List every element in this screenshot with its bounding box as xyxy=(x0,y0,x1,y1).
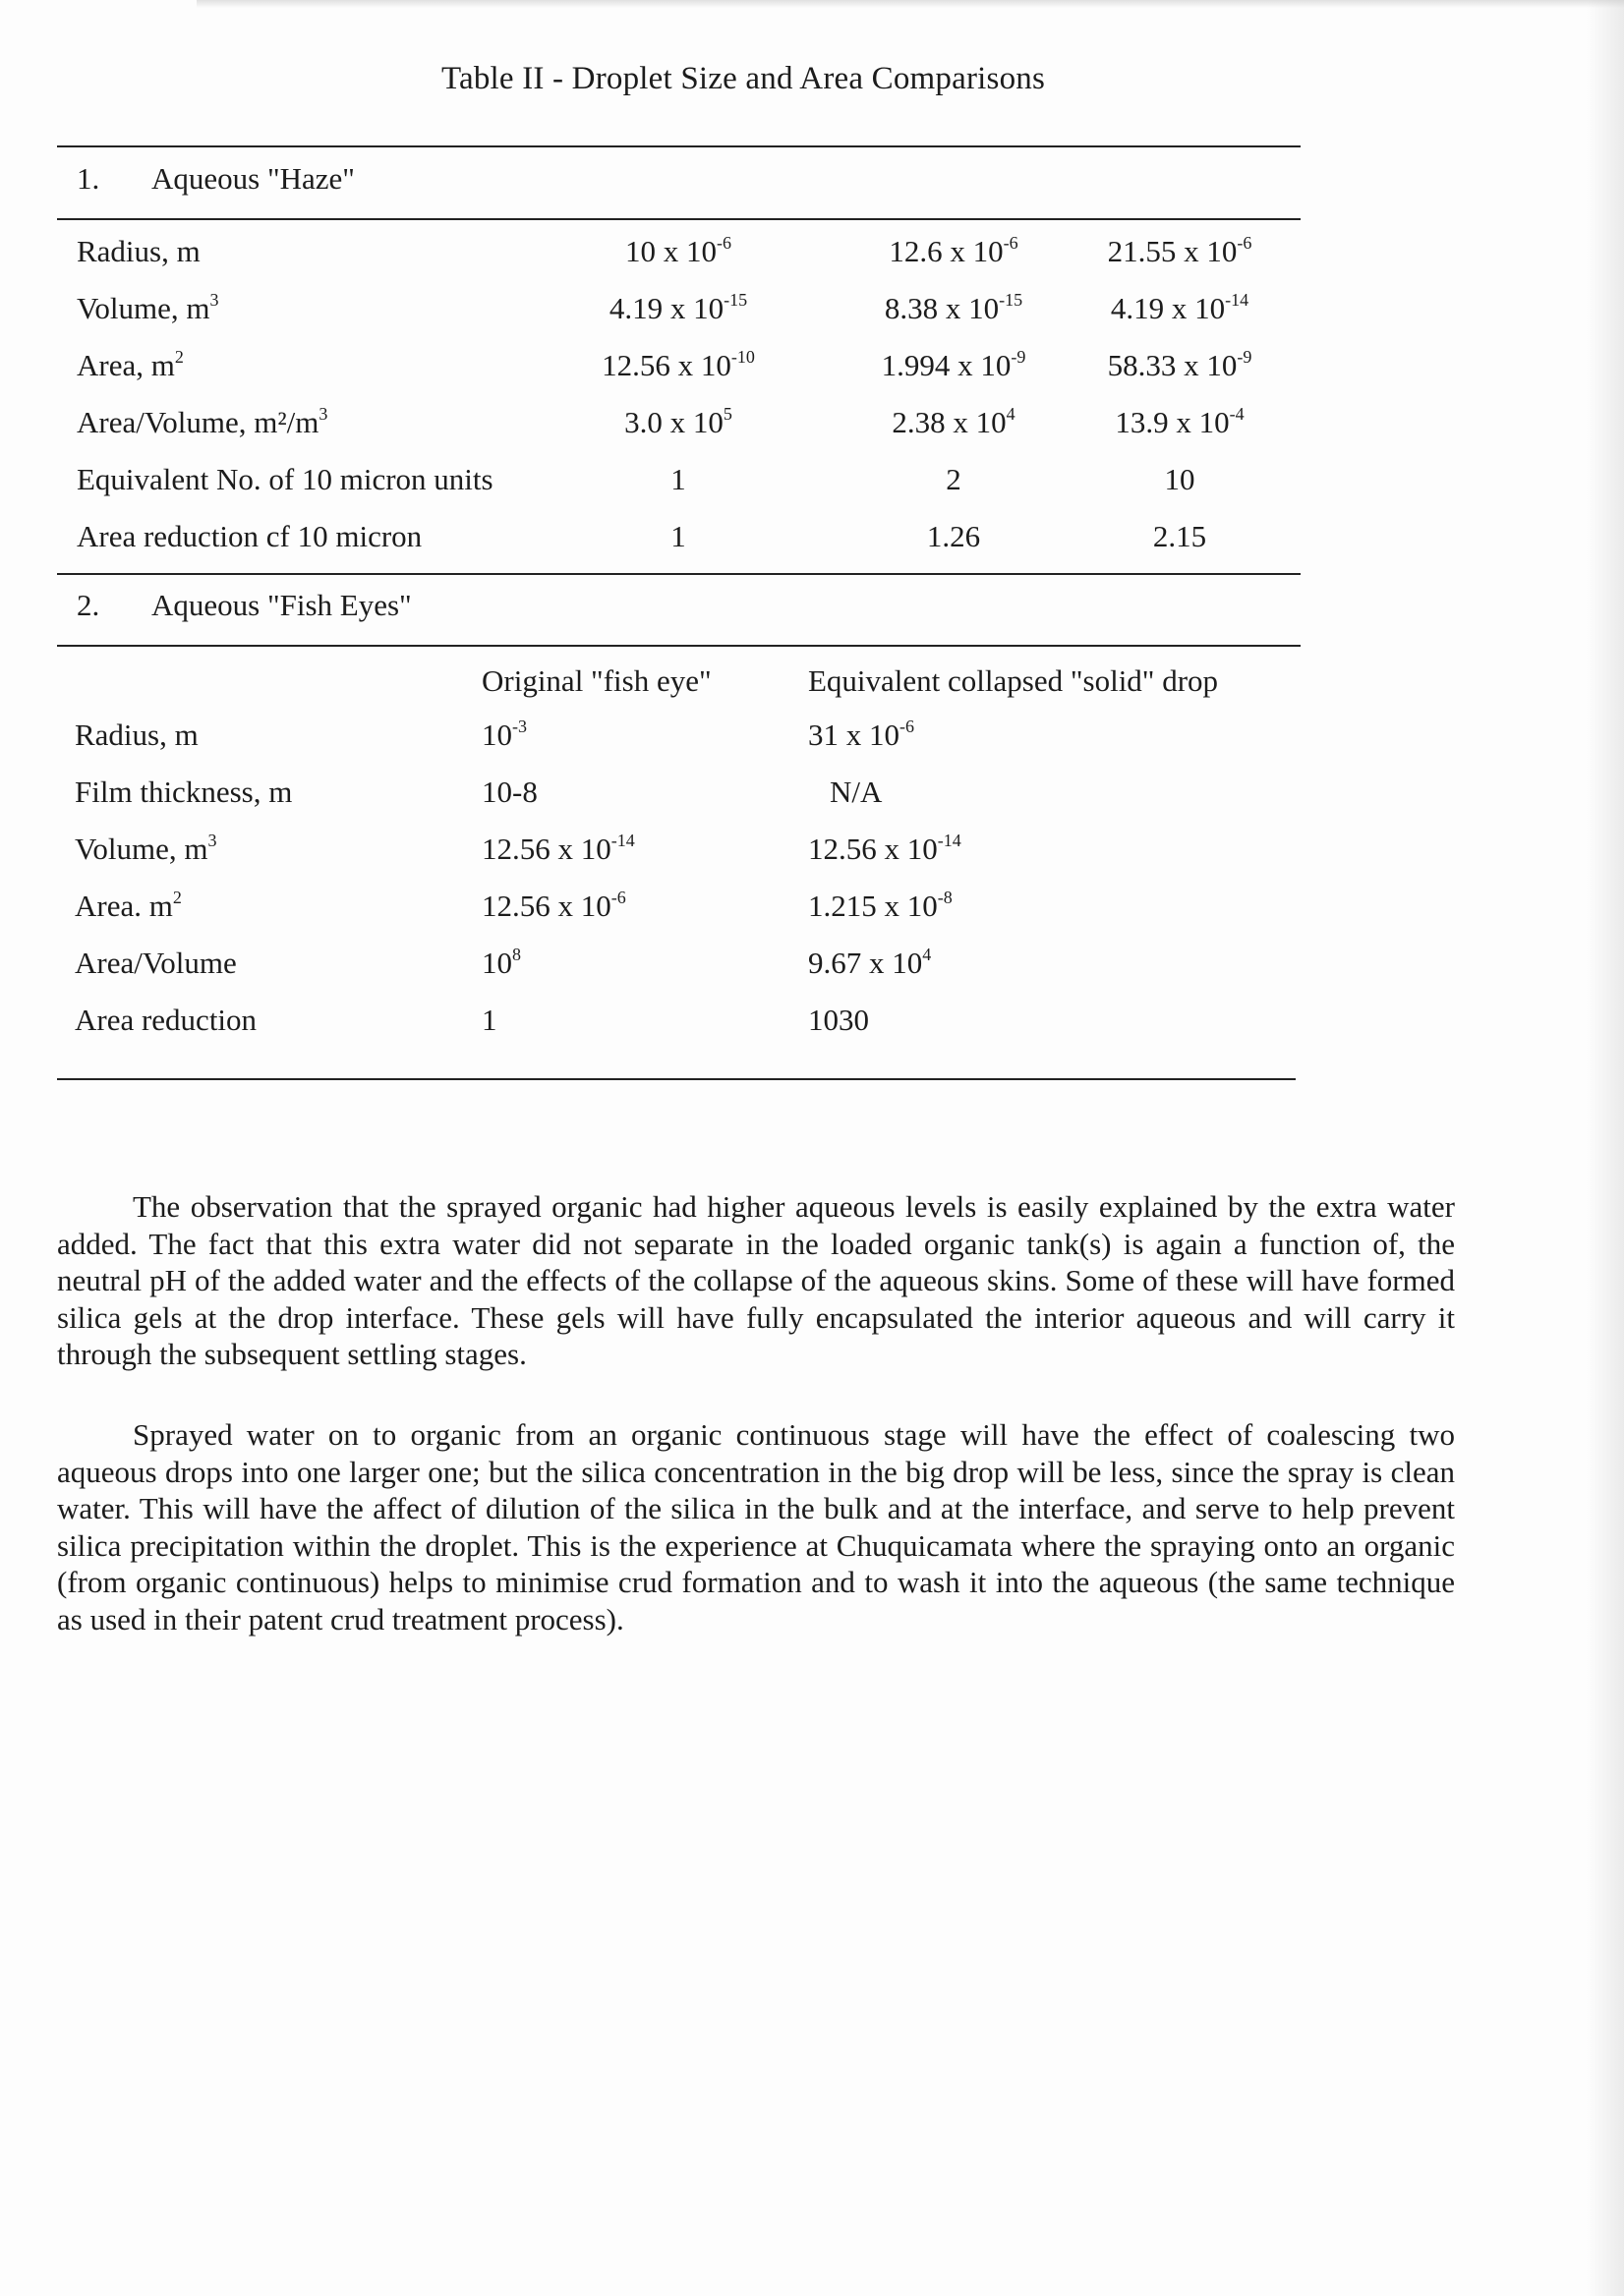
haze-cell xyxy=(855,289,1052,328)
haze-row-label-superscript: 3 xyxy=(319,404,328,424)
haze-row-label-superscript: 2 xyxy=(174,347,184,367)
fish-eye-cell-text: 10-8 xyxy=(482,775,538,809)
haze-cell-text: 1.26 xyxy=(926,519,981,553)
haze-cell xyxy=(580,403,777,442)
haze-cell-superscript: -6 xyxy=(1003,233,1018,253)
fish-eye-cell-text: 10 xyxy=(482,718,512,752)
fish-eye-cell xyxy=(482,944,521,983)
table-bottom-rule xyxy=(57,1078,1296,1080)
haze-row-label-superscript: 3 xyxy=(209,290,219,310)
haze-cell xyxy=(855,517,1052,556)
haze-cell xyxy=(580,460,777,499)
haze-cell-text: 3.0 x 10 xyxy=(624,405,724,439)
fish-eye-cell-superscript: 4 xyxy=(922,945,932,964)
fish-eye-cell-superscript: -8 xyxy=(937,888,953,907)
fish-eye-row-label-text: Film thickness, m xyxy=(75,775,293,809)
fish-eye-row-label-superscript: 2 xyxy=(172,888,182,907)
section-2-heading xyxy=(77,588,412,623)
haze-cell-superscript: -15 xyxy=(724,290,748,310)
haze-row-label-text: Volume, m xyxy=(77,291,210,325)
haze-cell-superscript: -10 xyxy=(730,347,755,367)
haze-cell xyxy=(855,232,1052,271)
haze-row-label xyxy=(77,346,184,385)
haze-cell xyxy=(1081,346,1278,385)
haze-cell-text: 4.19 x 10 xyxy=(1110,291,1226,325)
haze-cell-text: 58.33 x 10 xyxy=(1107,348,1238,382)
section-1-title: Aqueous "Haze" xyxy=(151,161,355,196)
fish-eye-cell-superscript: -14 xyxy=(610,831,635,850)
haze-row-label-text: Area/Volume, m²/m xyxy=(77,405,319,439)
fish-eye-cell-superscript: -6 xyxy=(610,888,626,907)
haze-cell-text: 1.994 x 10 xyxy=(881,348,1012,382)
haze-cell xyxy=(580,232,777,271)
haze-cell-text: 2.15 xyxy=(1152,519,1207,553)
table-title: Table II - Droplet Size and Area Comparisons xyxy=(440,61,1046,96)
fish-eye-cell-superscript: -14 xyxy=(937,831,961,850)
haze-row-label xyxy=(77,403,327,442)
haze-row-label xyxy=(77,232,201,271)
fish-eye-cell-text: 1030 xyxy=(808,1003,869,1037)
paragraph-2: Sprayed water on to organic from an organic continuous stage will have the effect of coalescing two aqueous drops into one larger one; but the silica concentration in the big drop will be less, since the spray is clean water. This will have the affect of dilution of the silica in the bulk and at the interface, and serve to help prevent silica precipitation within the droplet. This is the experience at Chuquicamata where the spraying onto an organic (from organic continuous) helps to minimise crud formation and to wash it into the aqueous (the same technique as used in their patent crud treatment process). xyxy=(57,1417,1455,1636)
haze-cell-text: 10 x 10 xyxy=(625,234,717,268)
fish-eye-row-label-text: Radius, m xyxy=(75,718,199,752)
haze-cell xyxy=(855,460,1052,499)
fish-eye-cell-text: 1.215 x 10 xyxy=(808,889,938,923)
section-1-bottom-rule xyxy=(57,573,1301,575)
fish-eye-row-label xyxy=(75,1001,257,1040)
haze-row-label-text: Area reduction cf 10 micron xyxy=(77,519,423,553)
haze-cell-text: 13.9 x 10 xyxy=(1115,405,1230,439)
fish-eye-row-label xyxy=(75,887,182,926)
fish-eye-row-label-text: Volume, m xyxy=(75,832,208,866)
haze-cell-text: 8.38 x 10 xyxy=(884,291,1000,325)
fish-eye-row-label xyxy=(75,773,292,812)
fish-eye-row-label-text: Area/Volume xyxy=(75,946,237,980)
haze-cell-superscript: -4 xyxy=(1229,404,1245,424)
fish-eye-cell-superscript: 8 xyxy=(512,945,521,964)
haze-row-label-text: Area, m xyxy=(77,348,175,382)
paragraph-1: The observation that the sprayed organic had higher aqueous levels is easily explained by the extra water added. The fact that this extra water did not separate in the loaded organic tank(s) is again a function of, the neutral pH of the added water and the effects of the collapse of the aqueous skins. Some of these will have formed silica gels at the drop interface. These gels will have fully encapsulated the interior aqueous and will carry it through the subsequent settling stages. xyxy=(57,1189,1455,1371)
fish-eye-row-label xyxy=(75,944,237,983)
haze-cell-superscript: -14 xyxy=(1225,290,1249,310)
fish-eye-row-label-text: Area. m xyxy=(75,889,173,923)
fish-eye-cell xyxy=(808,1001,869,1040)
fish-eye-cell xyxy=(808,887,953,926)
haze-cell xyxy=(1081,232,1278,271)
haze-cell xyxy=(1081,460,1278,499)
fish-eye-cell-text: 9.67 x 10 xyxy=(808,946,923,980)
scan-right-edge xyxy=(1587,0,1624,2296)
fish-eye-cell-text: 12.56 x 10 xyxy=(808,832,938,866)
haze-cell-superscript: -6 xyxy=(1237,233,1252,253)
table-top-rule xyxy=(57,145,1301,147)
haze-cell-text: 12.56 x 10 xyxy=(602,348,731,382)
fish-eye-cell-superscript: -6 xyxy=(899,717,914,736)
col-header-equivalent: Equivalent collapsed "solid" drop xyxy=(808,663,1219,698)
fish-eye-row-label xyxy=(75,716,199,755)
fish-eye-cell-text: 12.56 x 10 xyxy=(482,889,611,923)
col-header-original: Original "fish eye" xyxy=(482,663,712,698)
section-1-number: 1. xyxy=(77,161,100,196)
scan-top-edge xyxy=(197,0,1624,8)
fish-eye-cell xyxy=(482,716,527,755)
section-1-rule xyxy=(57,218,1301,220)
haze-row-label-text: Radius, m xyxy=(77,234,201,268)
haze-cell-superscript: -9 xyxy=(1237,347,1252,367)
fish-eye-cell xyxy=(830,773,882,812)
haze-cell-text: 2 xyxy=(946,462,961,496)
haze-row-label xyxy=(77,460,493,499)
fish-eye-cell xyxy=(808,944,931,983)
section-2-title: Aqueous "Fish Eyes" xyxy=(151,588,412,622)
fish-eye-cell xyxy=(482,830,635,869)
haze-cell-text: 12.6 x 10 xyxy=(889,234,1004,268)
fish-eye-cell-text: 1 xyxy=(482,1003,497,1037)
fish-eye-cell-text: 12.56 x 10 xyxy=(482,832,611,866)
fish-eye-cell xyxy=(482,773,538,812)
haze-row-label-text: Equivalent No. of 10 micron units xyxy=(77,462,493,496)
haze-row-label xyxy=(77,517,422,556)
haze-cell xyxy=(580,289,777,328)
fish-eye-cell xyxy=(808,830,961,869)
fish-eye-row-label-text: Area reduction xyxy=(75,1003,258,1037)
haze-cell-text: 1 xyxy=(670,519,686,553)
haze-cell-superscript: -15 xyxy=(999,290,1023,310)
haze-cell-text: 2.38 x 10 xyxy=(892,405,1007,439)
haze-row-label xyxy=(77,289,219,328)
fish-eye-cell-text: 10 xyxy=(482,946,512,980)
haze-cell xyxy=(580,517,777,556)
section-2-number: 2. xyxy=(77,588,100,622)
haze-cell xyxy=(1081,403,1278,442)
haze-cell-superscript: 5 xyxy=(723,404,732,424)
fish-eye-cell xyxy=(482,887,626,926)
fish-eye-cell-superscript: -3 xyxy=(512,717,527,736)
fish-eye-row-label-superscript: 3 xyxy=(207,831,217,850)
haze-cell-text: 4.19 x 10 xyxy=(609,291,725,325)
haze-cell xyxy=(855,403,1052,442)
haze-cell-text: 21.55 x 10 xyxy=(1107,234,1238,268)
section-1-heading xyxy=(77,161,355,197)
fish-eye-cell-text: N/A xyxy=(830,775,883,809)
fish-eye-cell xyxy=(482,1001,497,1040)
haze-cell-superscript: -9 xyxy=(1011,347,1026,367)
fish-eye-cell xyxy=(808,716,914,755)
fish-eye-cell-text: 31 x 10 xyxy=(808,718,899,752)
haze-cell xyxy=(855,346,1052,385)
section-2-rule xyxy=(57,645,1301,647)
haze-cell-superscript: -6 xyxy=(717,233,731,253)
fish-eye-row-label xyxy=(75,830,217,869)
haze-cell-superscript: 4 xyxy=(1006,404,1015,424)
haze-cell-text: 10 xyxy=(1164,462,1195,496)
haze-cell xyxy=(580,346,777,385)
haze-cell xyxy=(1081,517,1278,556)
haze-cell xyxy=(1081,289,1278,328)
haze-cell-text: 1 xyxy=(670,462,686,496)
